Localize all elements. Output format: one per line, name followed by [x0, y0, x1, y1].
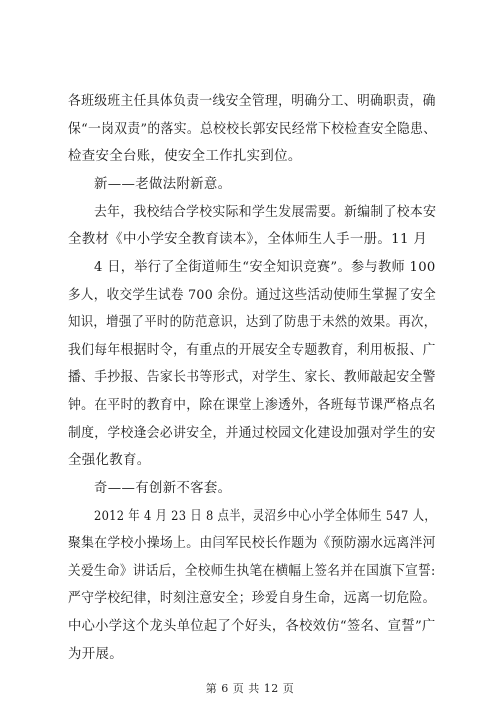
- section-heading-new: 新——老做法附新意。: [94, 177, 232, 192]
- text-line: 知识，增强了平时的防范意识，达到了防患于未然的效果。再次，: [68, 315, 437, 330]
- page-number-footer: 第 6 页 共 12 页: [205, 682, 295, 695]
- text-line: 制度，学校逢会必讲安全，并通过校园文化建设加强对学生的安: [68, 426, 436, 441]
- text-line: 检查安全台账，使安全工作扎实到位。: [68, 149, 302, 164]
- text-line: 全强化教育。: [68, 453, 151, 468]
- text-line: 各班级班主任具体负责一线安全管理，明确分工、明确职责，确: [68, 94, 436, 109]
- text-line: 严守学校纪律，时刻注意安全；珍爱自身生命，远离一切危险。: [68, 591, 436, 606]
- text-line: 钟。在平时的教育中，除在课堂上渗透外，各班每节课严格点名: [68, 398, 436, 413]
- text-line: 中心小学这个龙头单位起了个好头，各校效仿“签名、宣誓”广: [68, 619, 436, 634]
- text-line: 我们每年根据时令，有重点的开展安全专题教育，利用板报、广: [68, 343, 436, 358]
- text-line: 4 日，举行了全街道师生“安全知识竞赛”。参与教师 100: [94, 260, 436, 275]
- text-line: 为开展。: [68, 647, 123, 662]
- text-line: 播、手抄报、告家长书等形式，对学生、家长、教师敲起安全警: [68, 370, 436, 385]
- section-heading-novel: 奇——有创新不客套。: [94, 481, 232, 496]
- text-line: 多人，收交学生试卷 700 余份。通过这些活动使师生掌握了安全: [68, 288, 437, 303]
- text-line: 2012 年 4 月 23 日 8 点半，灵沼乡中心小学全体师生 547 人，: [94, 509, 437, 524]
- text-line: 关爱生命》讲话后，全校师生执笔在横幅上签名并在国旗下宣誓:: [68, 564, 436, 579]
- text-line: 全教材《中小学安全教育读本》，全体师生人手一册。11 月: [68, 232, 428, 247]
- text-line: 聚集在学校小操场上。由闫军民校长作题为《预防溺水远离泮河: [68, 536, 436, 551]
- text-line: 保“一岗双责”的落实。总校校长郭安民经常下校检查安全隐患、: [68, 122, 437, 137]
- text-line: 去年，我校结合学校实际和学生发展需要。新编制了校本安: [94, 205, 437, 220]
